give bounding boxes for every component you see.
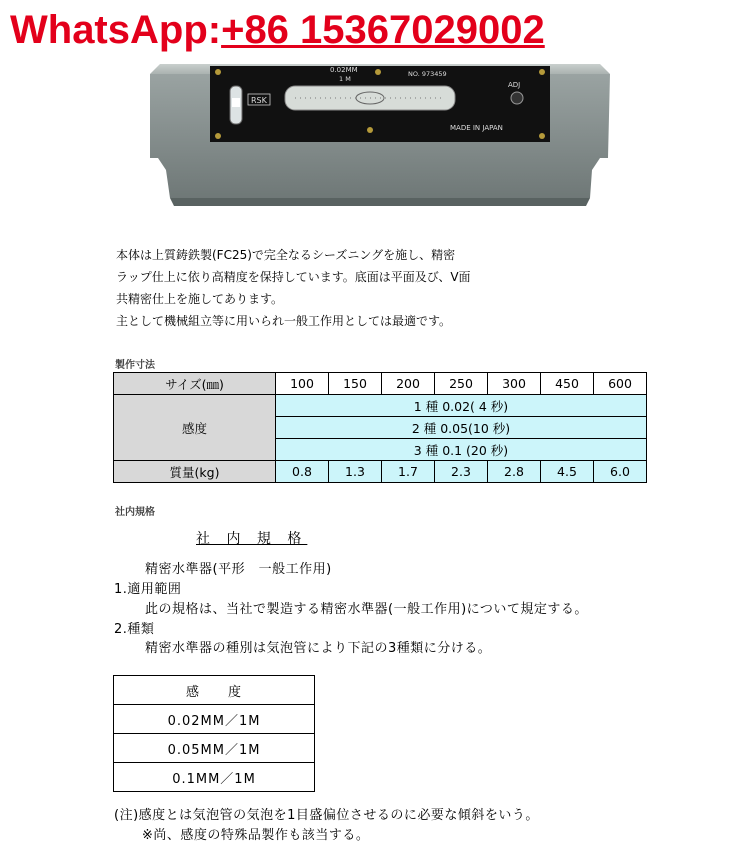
mass-cell: 6.0 xyxy=(594,461,647,483)
note-text: (注)感度とは気泡管の気泡を1目盛偏位させるのに必要な傾斜をいう。 xyxy=(114,808,539,823)
mass-header: 質量(kg) xyxy=(114,461,276,483)
intro-line: 本体は上質鋳鉄製(FC25)で完全なるシーズニングを施し、精密 xyxy=(116,248,456,262)
note-special: ※尚、感度の特殊品製作も該当する。 xyxy=(142,828,370,843)
item2-text: 精密水準器の種別は気泡管により下記の3種類に分ける。 xyxy=(145,641,492,656)
mass-cell: 4.5 xyxy=(541,461,594,483)
table-row xyxy=(114,395,647,417)
plate-adj: ADJ xyxy=(508,81,521,89)
size-cell: 300 xyxy=(488,373,541,395)
sensitivity-header: 感度 xyxy=(114,395,276,461)
size-cell: 450 xyxy=(541,373,594,395)
plate-origin: MADE IN JAPAN xyxy=(450,124,503,132)
standard-title: 社 内 規 格 xyxy=(196,531,308,547)
plate-length: 1 M xyxy=(339,75,351,83)
sensitivity-table-header: 感 度 xyxy=(114,676,315,705)
sensitivity-table-cell: 0.05MM／1M xyxy=(114,734,315,763)
mass-cell: 1.7 xyxy=(382,461,435,483)
size-header: サイズ(㎜) xyxy=(114,373,276,395)
plate-brand: RSK xyxy=(251,96,267,105)
mass-cell: 2.8 xyxy=(488,461,541,483)
table-row xyxy=(114,734,315,763)
table-row xyxy=(114,705,315,734)
level-base xyxy=(170,198,590,206)
grade-cell: 3 種 0.1 (20 秒) xyxy=(276,439,647,461)
intro-line: ラップ仕上に依り高精度を保持しています。底面は平面及び、V面 xyxy=(116,270,471,284)
size-cell: 600 xyxy=(594,373,647,395)
size-cell: 250 xyxy=(435,373,488,395)
item1-heading: 1.適用範囲 xyxy=(114,582,182,597)
sensitivity-table-cell: 0.02MM／1M xyxy=(114,705,315,734)
spec-section-label: 製作寸法 xyxy=(115,360,155,371)
phone-number-link[interactable]: +86 15367029002 xyxy=(221,8,545,52)
table-row xyxy=(114,763,315,792)
whatsapp-banner xyxy=(10,8,545,53)
standard-section-label: 社内規格 xyxy=(115,507,155,518)
plate-sensitivity: 0.02MM xyxy=(330,66,358,74)
mass-cell: 0.8 xyxy=(276,461,329,483)
intro-paragraph xyxy=(116,244,471,332)
mass-cell: 2.3 xyxy=(435,461,488,483)
table-row xyxy=(114,676,315,705)
sensitivity-table-cell: 0.1MM／1M xyxy=(114,763,315,792)
intro-line: 主として機械組立等に用いられ一般工作用としては最適です。 xyxy=(116,314,452,328)
product-photo xyxy=(130,58,620,228)
plate-serial: NO. 973459 xyxy=(408,70,447,78)
mass-cell: 1.3 xyxy=(329,461,382,483)
grade-cell: 1 種 0.02( 4 秒) xyxy=(276,395,647,417)
sensitivity-table xyxy=(113,675,315,792)
size-cell: 150 xyxy=(329,373,382,395)
intro-line: 共精密仕上を施してあります。 xyxy=(116,292,284,306)
banner-prefix: WhatsApp: xyxy=(10,8,222,52)
table-row xyxy=(114,461,647,483)
size-cell: 200 xyxy=(382,373,435,395)
item2-heading: 2.種類 xyxy=(114,622,155,637)
item1-text: 此の規格は、当社で製造する精密水準器(一般工作用)について規定する。 xyxy=(145,602,588,617)
size-cell: 100 xyxy=(276,373,329,395)
adjust-knob-icon xyxy=(511,92,523,104)
spec-table xyxy=(113,372,647,483)
standard-name: 精密水準器(平形 一般工作用) xyxy=(145,562,332,577)
table-row xyxy=(114,373,647,395)
grade-cell: 2 種 0.05(10 秒) xyxy=(276,417,647,439)
